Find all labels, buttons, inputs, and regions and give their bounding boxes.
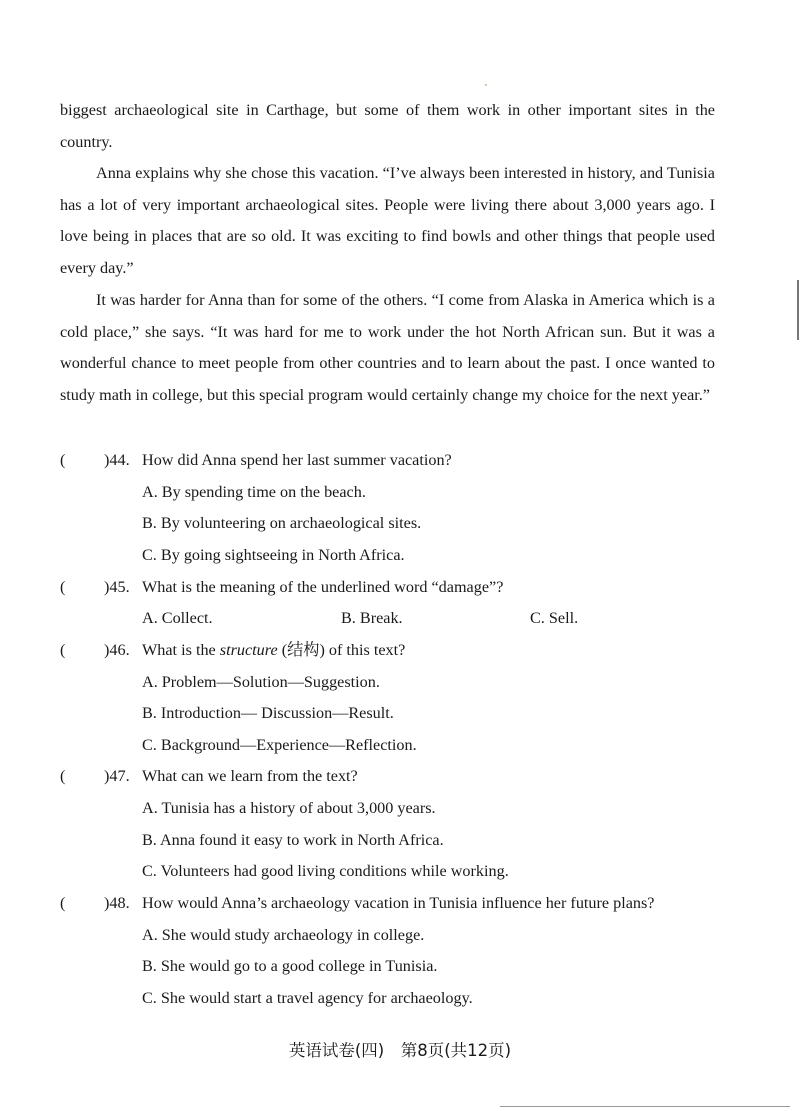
answer-blank: ( bbox=[60, 578, 66, 596]
option-46-c: C. Background—Experience—Reflection. bbox=[142, 736, 417, 754]
question-text: How did Anna spend her last summer vacation? bbox=[142, 451, 452, 469]
option-44-b: B. By volunteering on archaeological sites. bbox=[142, 514, 422, 532]
passage-paragraph-3: It was harder for Anna than for some of the others. “I come from Alaska in America which is a cold place,” she says. “It was hard for me to work under the hot North African sun. But it was a wonderful chance to meet people from other countries and to learn about the past. I once wanted to study math in college, but this special program would certainly change my choice for the next year.” bbox=[60, 291, 715, 404]
option-47-b: B. Anna found it easy to work in North Africa. bbox=[142, 831, 444, 849]
scan-bottom-line bbox=[500, 1106, 790, 1107]
option-44-c: C. By going sightseeing in North Africa. bbox=[142, 546, 405, 564]
question-text: What can we learn from the text? bbox=[142, 767, 358, 785]
answer-blank: ( bbox=[60, 894, 66, 912]
question-46 bbox=[60, 640, 740, 660]
question-44 bbox=[60, 450, 740, 470]
answer-blank: ( bbox=[60, 641, 66, 659]
question-number: )44. bbox=[104, 451, 130, 469]
page-footer: 英语试卷(四) 第8页(共12页) bbox=[288, 1041, 512, 1060]
option-46-b: B. Introduction— Discussion—Result. bbox=[142, 704, 394, 722]
passage-paragraph-2: Anna explains why she chose this vacation. “I’ve always been interested in history, and Tunisia has a lot of very important archaeological sites. People were living there about 3,000 years ago. I love being in places that are so old. It was exciting to find bowls and other things that people used every day.” bbox=[60, 164, 715, 277]
scan-edge-mark bbox=[797, 280, 799, 340]
question-text bbox=[142, 640, 405, 660]
question-number: )46. bbox=[104, 641, 130, 659]
option-47-a: A. Tunisia has a history of about 3,000 years. bbox=[142, 799, 436, 817]
question-text-part: What is the bbox=[142, 641, 220, 659]
option-45-c: C. Sell. bbox=[530, 609, 579, 627]
option-45-a: A. Collect. bbox=[142, 609, 213, 627]
scan-speck bbox=[485, 84, 487, 86]
passage-paragraph-1: biggest archaeological site in Carthage, but some of them work in other important sites in the country. bbox=[60, 101, 715, 151]
option-46-a: A. Problem—Solution—Suggestion. bbox=[142, 673, 380, 691]
question-45 bbox=[60, 577, 740, 597]
question-number: )47. bbox=[104, 767, 130, 785]
question-text: What is the meaning of the underlined word “damage”? bbox=[142, 578, 504, 596]
option-48-c: C. She would start a travel agency for archaeology. bbox=[142, 989, 473, 1007]
answer-blank: ( bbox=[60, 451, 66, 469]
question-47 bbox=[60, 766, 740, 786]
option-44-a: A. By spending time on the beach. bbox=[142, 483, 366, 501]
option-48-a: A. She would study archaeology in college. bbox=[142, 926, 425, 944]
option-47-c: C. Volunteers had good living conditions while working. bbox=[142, 862, 509, 880]
question-48 bbox=[60, 893, 740, 913]
question-text-part: (结构) of this text? bbox=[277, 641, 406, 659]
answer-blank: ( bbox=[60, 767, 66, 785]
question-text-italic: structure bbox=[219, 641, 278, 659]
question-number: )48. bbox=[104, 894, 130, 912]
option-45-b: B. Break. bbox=[341, 609, 403, 627]
question-number: )45. bbox=[104, 578, 130, 596]
option-48-b: B. She would go to a good college in Tunisia. bbox=[142, 957, 438, 975]
question-text: How would Anna’s archaeology vacation in Tunisia influence her future plans? bbox=[142, 894, 655, 912]
